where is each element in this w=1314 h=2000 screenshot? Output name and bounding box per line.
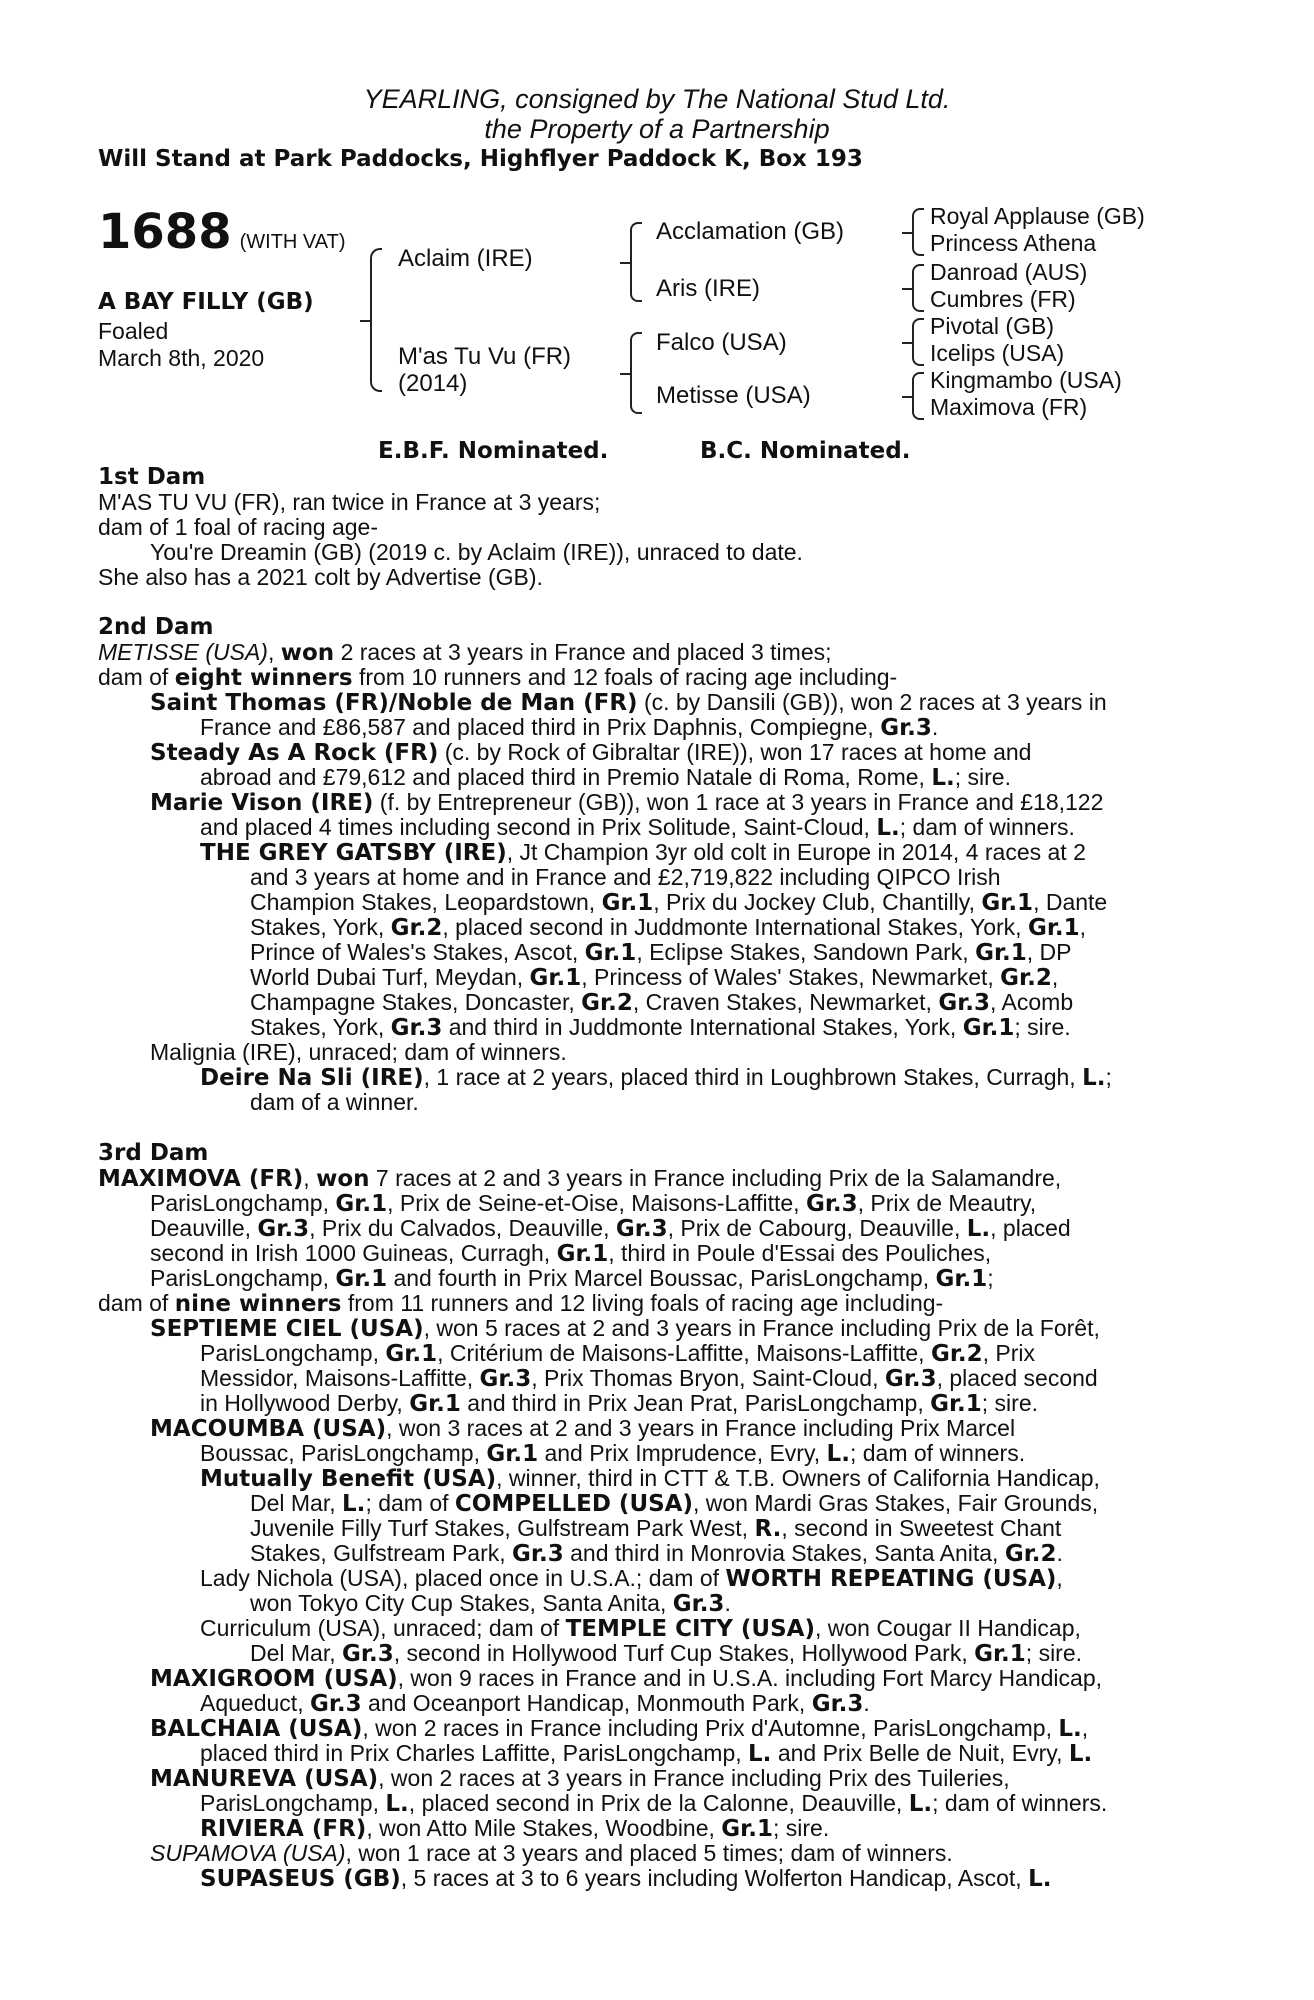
- great-grandparent: Kingmambo (USA): [930, 367, 1122, 393]
- lot-description: A BAY FILLY (GB): [98, 289, 314, 315]
- text-line: Del Mar, L.; dam of COMPELLED (USA), won Mardi Gras Stakes, Fair Grounds,: [250, 1490, 1099, 1517]
- text-line: Juvenile Filly Turf Stakes, Gulfstream Park West, R., second in Sweetest Chant: [250, 1515, 1062, 1542]
- text-line: Messidor, Maisons-Laffitte, Gr.3, Prix Thomas Bryon, Saint-Cloud, Gr.3, placed second: [200, 1365, 1098, 1392]
- text-line: won Tokyo City Cup Stakes, Santa Anita, Gr.3.: [250, 1590, 731, 1617]
- section-1st-dam: 1st Dam: [98, 464, 206, 490]
- sire-brace: [630, 222, 642, 302]
- text-line: ParisLongchamp, Gr.1, Critérium de Maisons-Laffitte, Maisons-Laffitte, Gr.2, Prix: [200, 1340, 1036, 1367]
- text-line: ParisLongchamp, Gr.1, Prix de Seine-et-Oise, Maisons-Laffitte, Gr.3, Prix de Meautry,: [150, 1190, 1037, 1217]
- granddam-2: Metisse (USA): [656, 382, 811, 409]
- text-line: Boussac, ParisLongchamp, Gr.1 and Prix Imprudence, Evry, L.; dam of winners.: [200, 1440, 1026, 1467]
- great-grandparent: Cumbres (FR): [930, 286, 1076, 312]
- text-line: Champion Stakes, Leopardstown, Gr.1, Prix du Jockey Club, Chantilly, Gr.1, Dante: [250, 889, 1108, 916]
- foaled-date: March 8th, 2020: [98, 345, 265, 371]
- text-line: Curriculum (USA), unraced; dam of TEMPLE CITY (USA), won Cougar II Handicap,: [200, 1615, 1081, 1642]
- text-line: Stakes, York, Gr.2, placed second in Juddmonte International Stakes, York, Gr.1,: [250, 914, 1087, 941]
- vat-note: (WITH VAT): [239, 231, 346, 253]
- great-grandparent: Icelips (USA): [930, 340, 1065, 366]
- ggs-brace-3: [912, 318, 924, 366]
- great-grandparent: Royal Applause (GB): [930, 203, 1145, 229]
- sire: Aclaim (IRE): [398, 245, 533, 272]
- property-line: the Property of a Partnership: [484, 114, 830, 144]
- great-grandparent: Danroad (AUS): [930, 259, 1088, 285]
- text-line: MANUREVA (USA), won 2 races at 3 years in France including Prix des Tuileries,: [150, 1765, 1010, 1792]
- section-2nd-dam: 2nd Dam: [98, 614, 214, 640]
- text-line: dam of nine winners from 11 runners and 12 living foals of racing age including-: [98, 1290, 944, 1317]
- text-line: Aqueduct, Gr.3 and Oceanport Handicap, Monmouth Park, Gr.3.: [200, 1690, 870, 1717]
- pedigree-brace: [370, 248, 382, 392]
- text-line: ParisLongchamp, Gr.1 and fourth in Prix Marcel Boussac, ParisLongchamp, Gr.1;: [150, 1265, 994, 1292]
- text-line: RIVIERA (FR), won Atto Mile Stakes, Woodbine, Gr.1; sire.: [200, 1815, 830, 1842]
- text-line: abroad and £79,612 and placed third in Premio Natale di Roma, Rome, L.; sire.: [200, 764, 1011, 791]
- text-line: Steady As A Rock (FR) (c. by Rock of Gibraltar (IRE)), won 17 races at home and: [150, 739, 1032, 766]
- lot-heading: [98, 204, 346, 260]
- text-line: THE GREY GATSBY (IRE), Jt Champion 3yr old colt in Europe in 2014, 4 races at 2: [200, 839, 1086, 866]
- great-grandparent: Pivotal (GB): [930, 313, 1054, 339]
- text-line: France and £86,587 and placed third in Prix Daphnis, Compiegne, Gr.3.: [200, 714, 939, 741]
- consignment-line: YEARLING, consigned by The National Stud Ltd.: [363, 84, 951, 114]
- bc-nomination: B.C. Nominated.: [700, 438, 911, 464]
- ggs-brace-4: [912, 372, 924, 420]
- text-line: placed third in Prix Charles Laffitte, ParisLongchamp, L. and Prix Belle de Nuit, Evry, L.: [200, 1740, 1093, 1767]
- ggs-brace-2: [912, 264, 924, 312]
- text-line: Marie Vison (IRE) (f. by Entrepreneur (GB)), won 1 race at 3 years in France and £18,122: [150, 789, 1104, 816]
- ggs-brace-1: [912, 208, 924, 256]
- text-line: and 3 years at home and in France and £2,719,822 including QIPCO Irish: [250, 864, 1001, 890]
- text-line: Malignia (IRE), unraced; dam of winners.: [150, 1039, 567, 1065]
- text-line: dam of 1 foal of racing age-: [98, 514, 378, 540]
- text-line: MACOUMBA (USA), won 3 races at 2 and 3 years in France including Prix Marcel: [150, 1415, 1016, 1442]
- text-line: METISSE (USA), won 2 races at 3 years in France and placed 3 times;: [98, 639, 832, 666]
- text-line: dam of a winner.: [250, 1089, 419, 1115]
- dam-name: M'as Tu Vu (FR): [398, 343, 572, 370]
- text-line: second in Irish 1000 Guineas, Curragh, Gr.1, third in Poule d'Essai des Pouliches,: [150, 1240, 992, 1267]
- great-grandparent: Maximova (FR): [930, 394, 1088, 420]
- text-line: World Dubai Turf, Meydan, Gr.1, Princess of Wales' Stakes, Newmarket, Gr.2,: [250, 964, 1059, 991]
- granddam-1: Aris (IRE): [656, 275, 760, 302]
- text-line: and placed 4 times including second in Prix Solitude, Saint-Cloud, L.; dam of winners.: [200, 814, 1075, 841]
- text-line: M'AS TU VU (FR), ran twice in France at 3 years;: [98, 489, 601, 515]
- text-line: Deire Na Sli (IRE), 1 race at 2 years, placed third in Loughbrown Stakes, Curragh, L.;: [200, 1064, 1112, 1091]
- text-line: Lady Nichola (USA), placed once in U.S.A.; dam of WORTH REPEATING (USA),: [200, 1565, 1063, 1592]
- text-line: dam of eight winners from 10 runners and 12 foals of racing age including-: [98, 664, 898, 691]
- text-line: SUPAMOVA (USA), won 1 race at 3 years and placed 5 times; dam of winners.: [150, 1840, 953, 1866]
- text-line: SUPASEUS (GB), 5 races at 3 to 6 years including Wolferton Handicap, Ascot, L.: [200, 1865, 1052, 1892]
- text-line: Mutually Benefit (USA), winner, third in CTT & T.B. Owners of California Handicap,: [200, 1465, 1100, 1492]
- section-3rd-dam: 3rd Dam: [98, 1140, 209, 1166]
- text-line: in Hollywood Derby, Gr.1 and third in Prix Jean Prat, ParisLongchamp, Gr.1; sire.: [200, 1390, 1039, 1417]
- dam-brace: [630, 332, 642, 414]
- grandsire-1: Acclamation (GB): [656, 218, 845, 245]
- text-line: ParisLongchamp, L., placed second in Prix de la Calonne, Deauville, L.; dam of winners.: [200, 1790, 1108, 1817]
- foaled-label: Foaled: [98, 318, 169, 344]
- grandsire-2: Falco (USA): [656, 329, 787, 356]
- text-line: Champagne Stakes, Doncaster, Gr.2, Craven Stakes, Newmarket, Gr.3, Acomb: [250, 989, 1074, 1016]
- ebf-nomination: E.B.F. Nominated.: [378, 438, 609, 464]
- text-line: BALCHAIA (USA), won 2 races in France including Prix d'Automne, ParisLongchamp, L.,: [150, 1715, 1089, 1742]
- text-line: MAXIMOVA (FR), won 7 races at 2 and 3 years in France including Prix de la Salamandre,: [98, 1165, 1062, 1192]
- text-line: Prince of Wales's Stakes, Ascot, Gr.1, Eclipse Stakes, Sandown Park, Gr.1, DP: [250, 939, 1072, 966]
- great-grandparent: Princess Athena: [930, 230, 1097, 256]
- text-line: SEPTIEME CIEL (USA), won 5 races at 2 and 3 years in France including Prix de la Forêt,: [150, 1315, 1100, 1342]
- text-line: Del Mar, Gr.3, second in Hollywood Turf Cup Stakes, Hollywood Park, Gr.1; sire.: [250, 1640, 1083, 1667]
- text-line: Stakes, Gulfstream Park, Gr.3 and third in Monrovia Stakes, Santa Anita, Gr.2.: [250, 1540, 1063, 1567]
- text-line: She also has a 2021 colt by Advertise (GB).: [98, 564, 543, 590]
- text-line: You're Dreamin (GB) (2019 c. by Aclaim (IRE)), unraced to date.: [150, 539, 803, 565]
- text-line: Deauville, Gr.3, Prix du Calvados, Deauville, Gr.3, Prix de Cabourg, Deauville, L., placed: [150, 1215, 1071, 1242]
- text-line: Stakes, York, Gr.3 and third in Juddmonte International Stakes, York, Gr.1; sire.: [250, 1014, 1071, 1041]
- dam-year: (2014): [398, 370, 468, 397]
- text-line: MAXIGROOM (USA), won 9 races in France and in U.S.A. including Fort Marcy Handicap,: [150, 1665, 1103, 1692]
- lot-number: 1688: [98, 204, 232, 260]
- stand-location: Will Stand at Park Paddocks, Highflyer Paddock K, Box 193: [98, 146, 863, 172]
- text-line: Saint Thomas (FR)/Noble de Man (FR) (c. by Dansili (GB)), won 2 races at 3 years in: [150, 689, 1107, 716]
